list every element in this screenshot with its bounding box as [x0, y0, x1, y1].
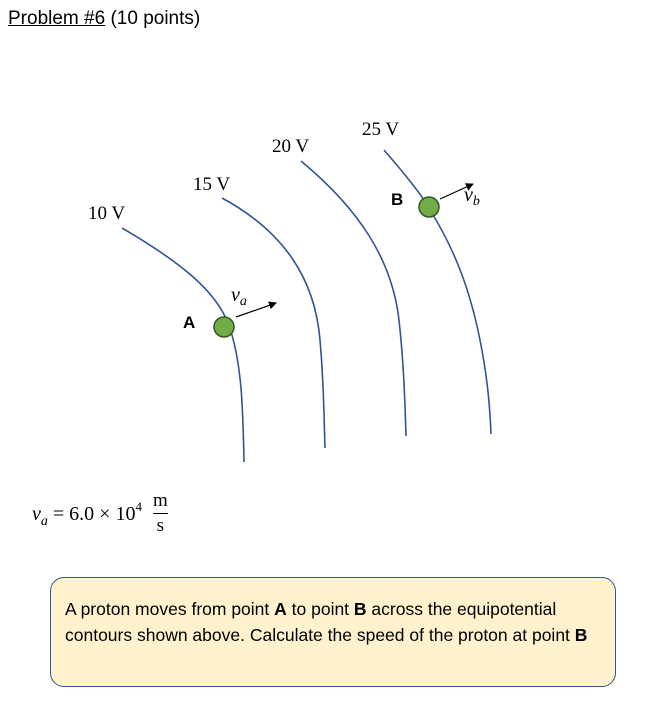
velocity-label-a: $v_a$: [231, 284, 247, 309]
note-point-b: B: [353, 599, 367, 619]
note-point-b-2: B: [574, 625, 588, 645]
contour-line-10v: [122, 228, 244, 462]
point-b-label: B: [391, 190, 404, 209]
point-b-marker: [419, 197, 439, 217]
contour-line-15v: [222, 198, 325, 448]
problem-points: (10 points): [110, 8, 201, 29]
formula-value: = 6.0 × 10: [47, 503, 136, 526]
initial-velocity-formula: [32, 492, 168, 539]
contour-label-15v: 15 V: [193, 174, 231, 195]
units-numerator: m: [152, 490, 168, 511]
units-denominator: s: [156, 515, 165, 536]
point-a-label: A: [183, 313, 196, 332]
note-point-a: A: [274, 599, 287, 619]
contour-label-20v: 20 V: [272, 136, 310, 157]
velocity-label-b: $v_b$: [464, 184, 480, 209]
problem-label: Problem #6: [8, 8, 106, 29]
contour-label-25v: 25 V: [362, 119, 400, 140]
formula-lhs: $v_a$: [32, 503, 48, 530]
point-a-marker: [214, 317, 234, 337]
formula-units: [153, 490, 168, 537]
formula-exponent: 4: [135, 499, 142, 515]
problem-statement-box: A proton moves from point A to point B across the equipotential contours shown above. Calculate the speed of the proton at point B: [50, 577, 616, 687]
contour-label-10v: 10 V: [88, 203, 126, 224]
